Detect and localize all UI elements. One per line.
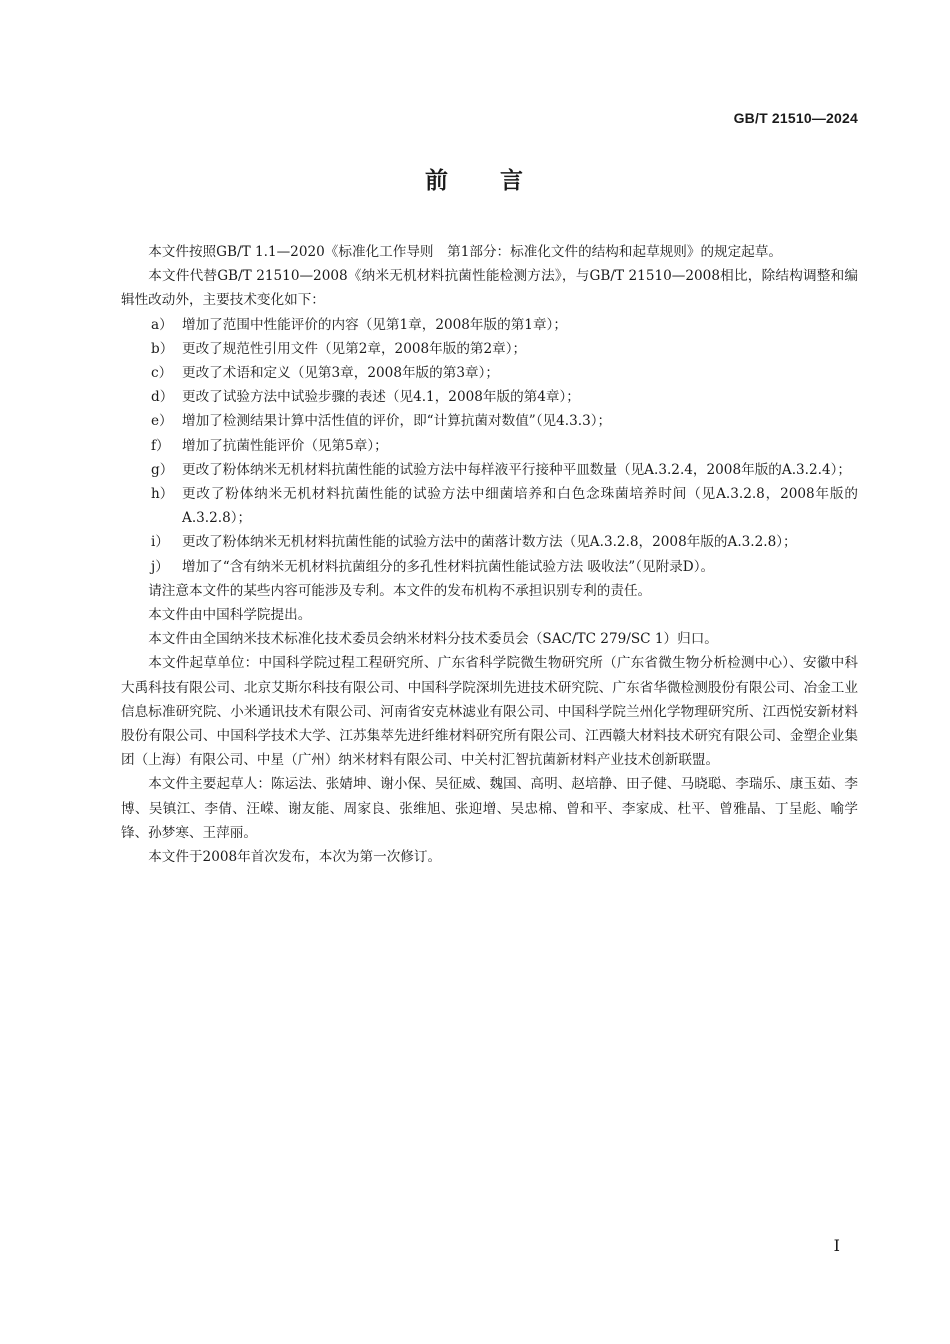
page-title [0,162,950,195]
page-number: I [833,1236,840,1255]
list-item [121,434,858,458]
paragraph-proposer: 本文件由中国科学院提出。 [148,607,312,624]
list-item-text: 更改了试验方法中试验步骤的表述（见4.1，2008年版的第4章）； [182,389,580,406]
title-char-2: 言 [500,168,525,194]
list-item [121,385,858,409]
list-item [121,313,858,337]
list-item-label: e） [151,413,173,430]
list-item-text: 更改了粉体纳米无机材料抗菌性能的试验方法中细菌培养和白色念珠菌培养时间（见A.3.2.8，2008年版的A.3.2.8）； [182,486,858,527]
list-item [121,458,858,482]
list-item [121,409,858,433]
list-item-label: i） [151,534,169,551]
changes-list [121,313,858,579]
list-item-text: 增加了范围中性能评价的内容（见第1章，2008年版的第1章）； [182,316,567,333]
list-item-text: 更改了粉体纳米无机材料抗菌性能的试验方法中每样液平行接种平皿数量（见A.3.2.4，2008年版的A.3.2.4）； [182,461,851,478]
paragraph-drafting-units: 本文件起草单位：中国科学院过程工程研究所、广东省科学院微生物研究所（广东省微生物分析检测中心）、安徽中科大禹科技有限公司、北京艾斯尔科技有限公司、中国科学院深圳先进技术研究院、广东省华微检测股份有限公司、冶金工业信息标准研究院、小米通讯技术有限公司、河南省安克林滤业有限公司、中国科学院兰州化学物理研究所、江西悦安新材料股份有限公司、中国科学技术大学、江苏集萃先进纤维材料研究所有限公司、江西赣大材料技术研究有限公司、金塑企业集团（上海）有限公司、中星（广州）纳米材料有限公司、中关村汇智抗菌新材料产业技术创新联盟。 [121,655,858,769]
title-char-1: 前 [425,168,450,194]
list-item-label: c） [151,365,173,382]
list-item [121,530,858,554]
list-item-text: 更改了粉体纳米无机材料抗菌性能的试验方法中的菌落计数方法（见A.3.2.8，2008年版的A.3.2.8）； [182,534,797,551]
list-item-label: j） [151,558,169,575]
paragraph-drafting-rules: 本文件按照GB/T 1.1—2020《标准化工作导则 第1部分：标准化文件的结构和起草规则》的规定起草。 [148,244,783,260]
list-item [121,337,858,361]
list-item-label: f） [151,437,170,454]
paragraph-drafters: 本文件主要起草人：陈运法、张婧坤、谢小保、吴征威、魏国、高明、赵培静、田子健、马晓聪、李瑞乐、康玉茹、李博、吴镇江、李倩、汪嵘、谢友能、周家良、张维旭、张迎增、吴忠棉、曾和平、李家成、杜平、曾雅晶、丁呈彪、喻学锋、孙梦寒、王萍丽。 [121,776,858,841]
list-item-label: g） [151,461,174,478]
list-item-text: 增加了检测结果计算中活性值的评价，即“计算抗菌对数值”（见4.3.3）； [182,413,612,430]
paragraph-committee: 本文件由全国纳米技术标准化技术委员会纳米材料分技术委员会（SAC/TC 279/SC 1）归口。 [148,631,718,648]
standard-number: GB/T 21510—2024 [733,110,858,126]
paragraph-replaces: 本文件代替GB/T 21510—2008《纳米无机材料抗菌性能检测方法》，与GB/T 21510—2008相比，除结构调整和编辑性改动外，主要技术变化如下： [121,268,858,309]
paragraph-patent-notice: 请注意本文件的某些内容可能涉及专利。本文件的发布机构不承担识别专利的责任。 [148,582,652,599]
list-item-text: 增加了“含有纳米无机材料抗菌组分的多孔性材料抗菌性能试验方法 吸收法”（见附录D）。 [182,558,715,575]
list-item [121,361,858,385]
list-item-label: b） [151,340,174,357]
foreword-body [121,240,858,869]
list-item-label: d） [151,389,174,406]
list-item [121,482,858,530]
list-item-label: h） [151,486,174,503]
list-item-text: 更改了规范性引用文件（见第2章，2008年版的第2章）； [182,340,527,357]
list-item-label: a） [151,316,173,333]
list-item [121,555,858,579]
list-item-text: 更改了术语和定义（见第3章，2008年版的第3章）； [182,365,499,382]
paragraph-history: 本文件于2008年首次发布，本次为第一次修订。 [148,849,442,866]
list-item-text: 增加了抗菌性能评价（见第5章）； [182,437,388,454]
